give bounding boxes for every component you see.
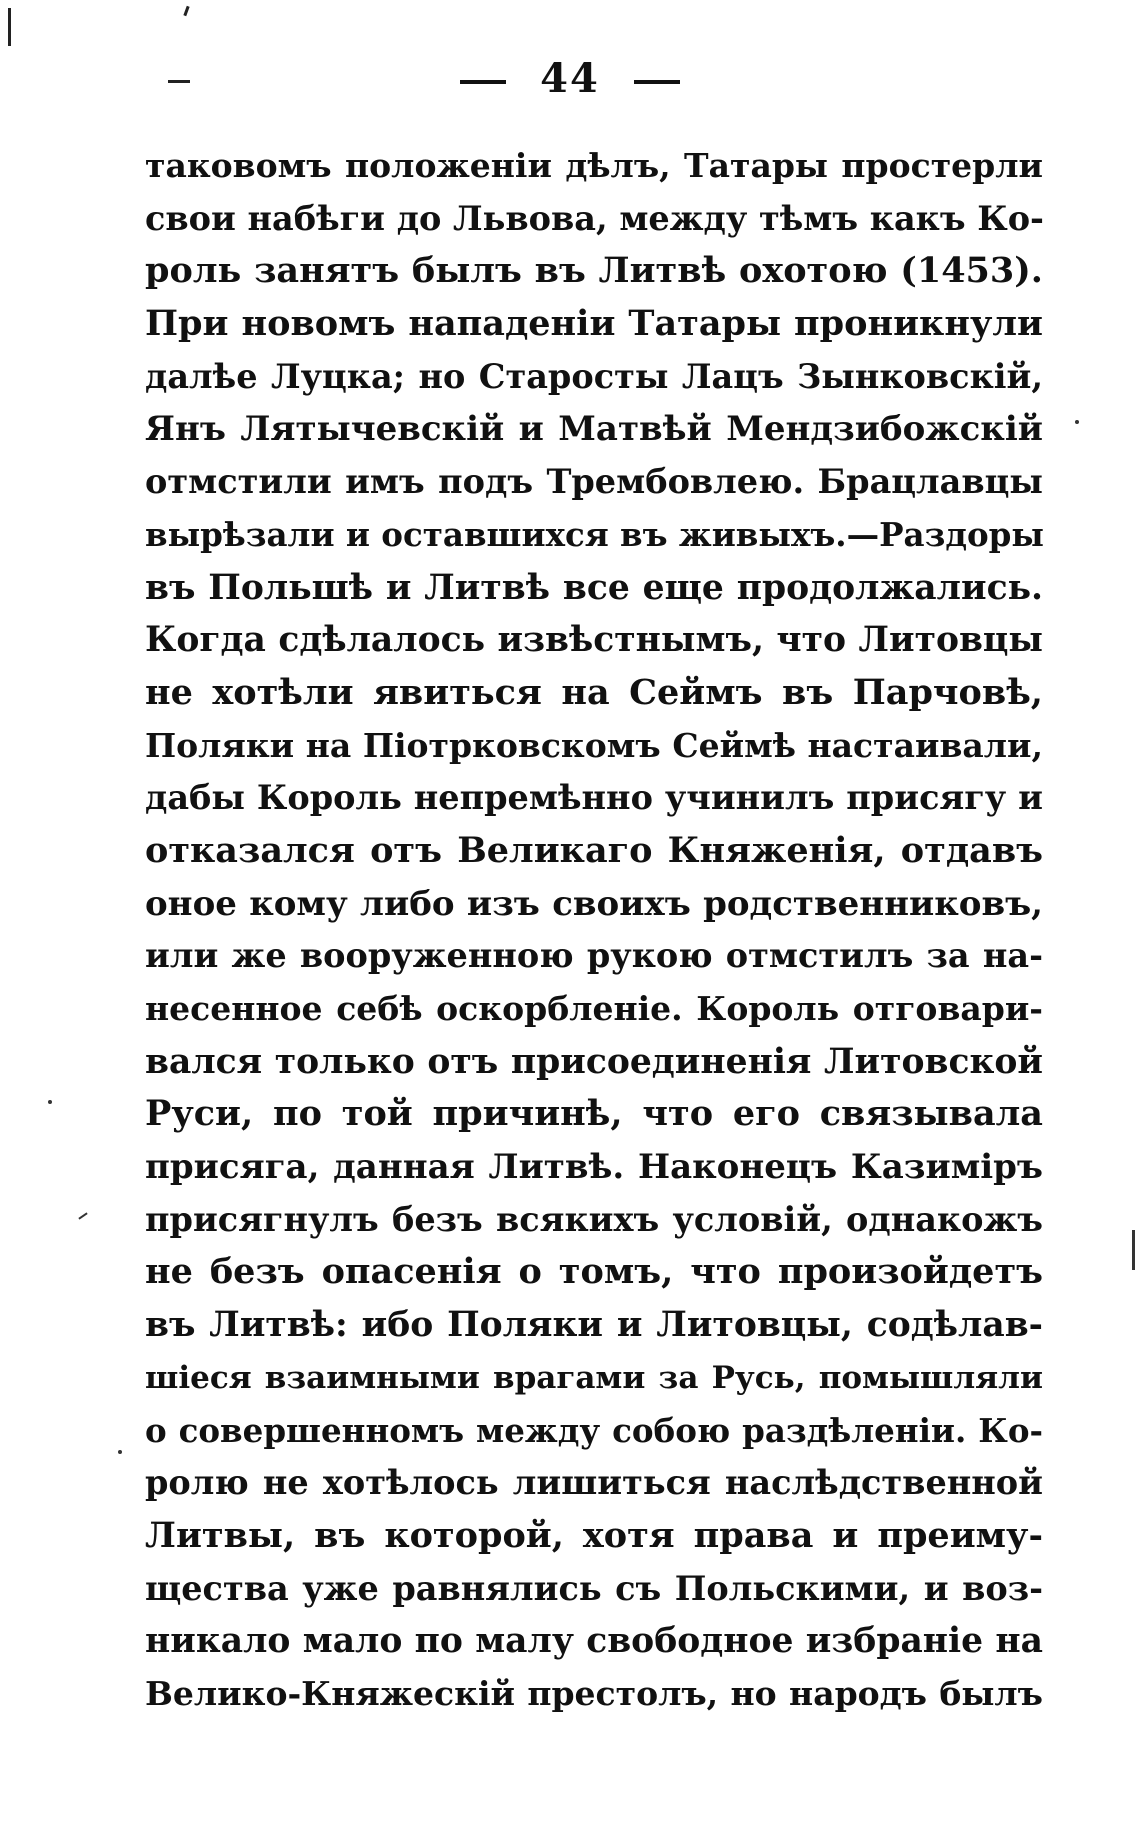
- scan-speck: [118, 1450, 122, 1454]
- scan-speck: [1132, 1230, 1135, 1270]
- scan-speck: [78, 1212, 87, 1219]
- body-text: [145, 140, 1043, 1721]
- text-line: не безъ опасенія о томъ, что произойдетъ: [145, 1251, 1043, 1293]
- scan-speck: [48, 1100, 52, 1104]
- text-line: никало мало по малу свободное избраніе на: [145, 1621, 1043, 1662]
- text-line: вырѣзали и оставшихся въ живыхъ.—Раздоры: [145, 514, 1044, 554]
- text-line: присяга, данная Литвѣ. Наконецъ Казиміръ: [145, 1147, 1043, 1188]
- page-header: [0, 55, 1140, 102]
- text-line: свои набѣги до Львова, между тѣмъ какъ Ко-: [145, 198, 1044, 238]
- margin-mark-top: [183, 6, 189, 16]
- text-line: вался только отъ присоединенія Литовской: [145, 1041, 1043, 1082]
- text-line: несенное себѣ оскорбленіе. Король отговари-: [145, 989, 1043, 1028]
- text-line: Литвы, въ которой, хотя права и преиму-: [145, 1514, 1043, 1556]
- header-dash-right: [634, 80, 680, 84]
- text-line: Янъ Лятычевскій и Матвѣй Мендзибожскій: [145, 409, 1043, 450]
- text-line: не хотѣли явиться на Сеймъ въ Парчовѣ,: [145, 671, 1043, 713]
- text-line: При новомъ нападеніи Татары проникнули: [145, 303, 1043, 345]
- text-line: Велико-Княжескій престолъ, но народъ былъ: [145, 1673, 1043, 1713]
- margin-mark-left: [8, 8, 11, 46]
- text-line: о совершенномъ между собою раздѣленіи. Ко-: [145, 1410, 1043, 1450]
- text-line: дабы Король непремѣнно учинилъ присягу и: [145, 778, 1043, 818]
- text-line: оное кому либо изъ своихъ родственниковъ,: [145, 883, 1043, 924]
- text-line: Когда сдѣлалось извѣстнымъ, что Литовцы: [145, 620, 1043, 661]
- text-line: шіеся взаимными врагами за Русь, помышляли: [145, 1359, 1043, 1396]
- text-line: въ Польшѣ и Литвѣ все еще продолжались.: [145, 567, 1043, 608]
- text-line: отмстили имъ подъ Трембовлею. Брацлавцы: [145, 462, 1043, 502]
- text-line: Руси, по той причинѣ, что его связывала: [145, 1093, 1043, 1135]
- text-line: далѣе Луцка; но Старосты Лацъ Зынковскій,: [145, 356, 1043, 396]
- text-line: отказался отъ Великаго Княженія, отдавъ: [145, 829, 1043, 871]
- scan-speck: [1075, 420, 1079, 424]
- text-line: роль занятъ былъ въ Литвѣ охотою (1453).: [145, 250, 1043, 292]
- text-line: присягнулъ безъ всякихъ условій, однакожъ: [145, 1199, 1043, 1239]
- text-line: таковомъ положеніи дѣлъ, Татары простерли: [145, 146, 1043, 185]
- page-number: 44: [540, 55, 600, 102]
- text-line: щества уже равнялись съ Польскими, и воз-: [145, 1568, 1043, 1608]
- text-line: Поляки на Піотрковскомъ Сеймѣ настаивали,: [145, 725, 1043, 765]
- text-line: ролю не хотѣлось лишиться наслѣдственной: [145, 1463, 1043, 1503]
- text-line: въ Литвѣ: ибо Поляки и Литовцы, содѣлав-: [145, 1305, 1043, 1346]
- header-dash-left: [460, 80, 506, 84]
- text-line: или же вооруженною рукою отмстилъ за на-: [145, 936, 1043, 976]
